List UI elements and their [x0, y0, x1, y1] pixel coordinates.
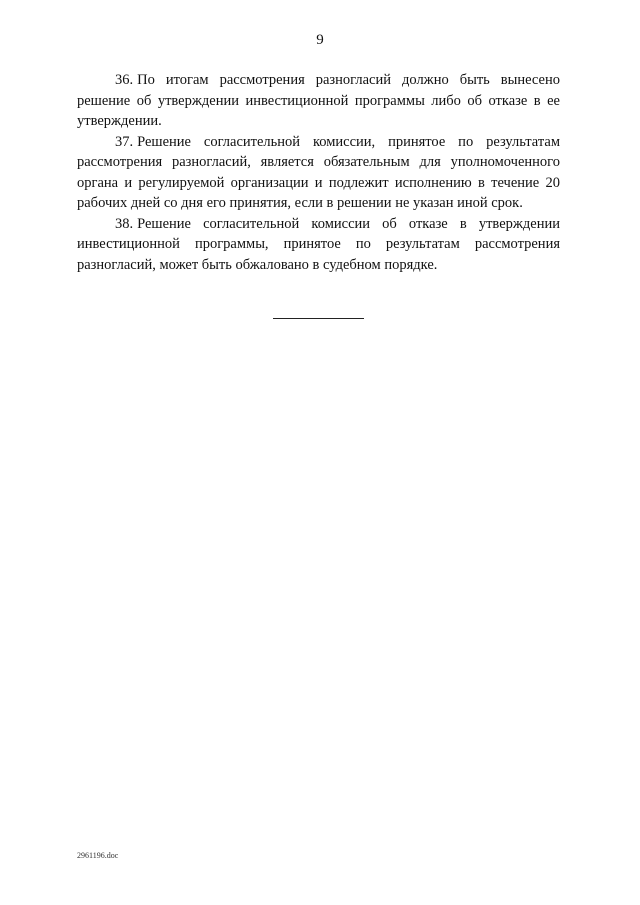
- paragraph-37: [77, 132, 560, 214]
- paragraph-38: [77, 214, 560, 276]
- document-body: [77, 70, 560, 275]
- paragraph-text: Решение согласительной комиссии, принятое по результатам рассмотрения разногласий, является обязательным для уполномоченного органа и регулируемой организации и подлежит исполнению в течение 20 рабочих дней со дня его принятия, если в решении не указан иной срок.: [77, 133, 560, 211]
- paragraph-number: 38.: [115, 215, 134, 232]
- paragraph-text: По итогам рассмотрения разногласий должно быть вынесено решение об утверждении инвестиционной программы либо об отказе в ее утверждении.: [77, 72, 560, 129]
- paragraph-text: Решение согласительной комиссии об отказе в утверждении инвестиционной программы, принятое по результатам рассмотрения разногласий, может быть обжаловано в судебном порядке.: [77, 215, 560, 273]
- paragraph-36: [77, 70, 560, 132]
- document-id: 2961196.doc: [77, 851, 119, 860]
- page-number: 9: [316, 32, 324, 48]
- end-separator-line: [273, 318, 364, 319]
- paragraph-number: 36.: [115, 72, 134, 88]
- paragraph-number: 37.: [115, 133, 134, 150]
